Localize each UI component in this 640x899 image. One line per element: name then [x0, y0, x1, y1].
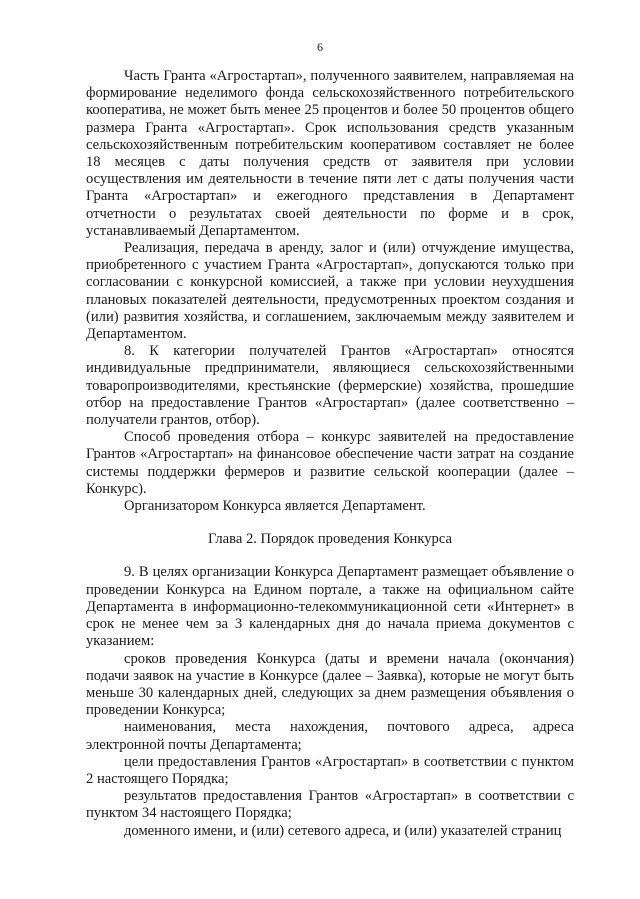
paragraph-selection-method: Способ проведения отбора – конкурс заявителей на предоставление Грантов «Агростартап» на финансовое обеспечение части затрат на создание системы поддержки фермеров и развитие сельской кооперации (далее – Конкурс).: [86, 429, 574, 497]
document-body: [86, 68, 574, 840]
list-item-contacts: наименования, места нахождения, почтового адреса, адреса электронной почты Департамента;: [86, 719, 574, 753]
paragraph-announcement: 9. В целях организации Конкурса Департамент размещает объявление о проведении Конкурса на Едином портале, а также на официальном сайте Департамента в информационно-телекоммуникационной сети «Интернет» в срок не менее чем за 3 календарных дня до начала приема документов с указанием:: [86, 564, 574, 650]
list-item-dates: сроков проведения Конкурса (даты и времени начала (окончания) подачи заявок на участие в Конкурсе (далее – Заявка), которые не могут быть меньше 30 календарных дней, следующих за днем размещения объявления о проведении Конкурса;: [86, 650, 574, 719]
list-item-domain: доменного имени, и (или) сетевого адреса, и (или) указателей страниц: [124, 822, 562, 839]
paragraph-grant-share: Часть Гранта «Агростартап», полученного заявителем, направляемая на формирование неделимого фонда сельскохозяйственного потребительского кооператива, не может быть менее 25 процентов и более 50 процентов общего размера Гранта «Агростартап». Срок использования средств указанным сельскохозяйственным потребительским кооперативом составляет не более 18 месяцев с даты получения средств от заявителя при условии осуществления им деятельности в течение пяти лет с даты получения части Гранта «Агростартап» и ежегодного представления в Департамент отчетности о результатах своей деятельности по форме и в срок, устанавливаемый Департаментом.: [86, 68, 574, 239]
paragraph-recipient-categories: 8. К категории получателей Грантов «Агростартап» относятся индивидуальные предприниматели, являющиеся сельскохозяйственными товаропроизводителями, крестьянские (фермерские) хозяйства, прошедшие отбор на предоставление Грантов «Агростартап» (далее соответственно – получатели грантов, отбор).: [86, 343, 574, 429]
page-number: 6: [317, 40, 323, 54]
list-item-results: результатов предоставления Грантов «Агростартап» в соответствии с пунктом 34 настоящего Порядка;: [86, 788, 574, 822]
chapter-heading: Глава 2. Порядок проведения Конкурса: [208, 531, 452, 548]
paragraph-organizer: Организатором Конкурса является Департамент.: [124, 498, 426, 515]
list-item-purpose: цели предоставления Грантов «Агростартап» в соответствии с пунктом 2 настоящего Порядка;: [86, 753, 574, 787]
paragraph-property-disposal: Реализация, передача в аренду, залог и (или) отчуждение имущества, приобретенного с участием Гранта «Агростартап», допускаются только при согласовании с конкурсной комиссией, а также при условии неухудшения плановых показателей деятельности, предусмотренных проектом создания и (или) развития хозяйства, и соглашением, заключаемым между заявителем и Департаментом.: [86, 240, 574, 343]
